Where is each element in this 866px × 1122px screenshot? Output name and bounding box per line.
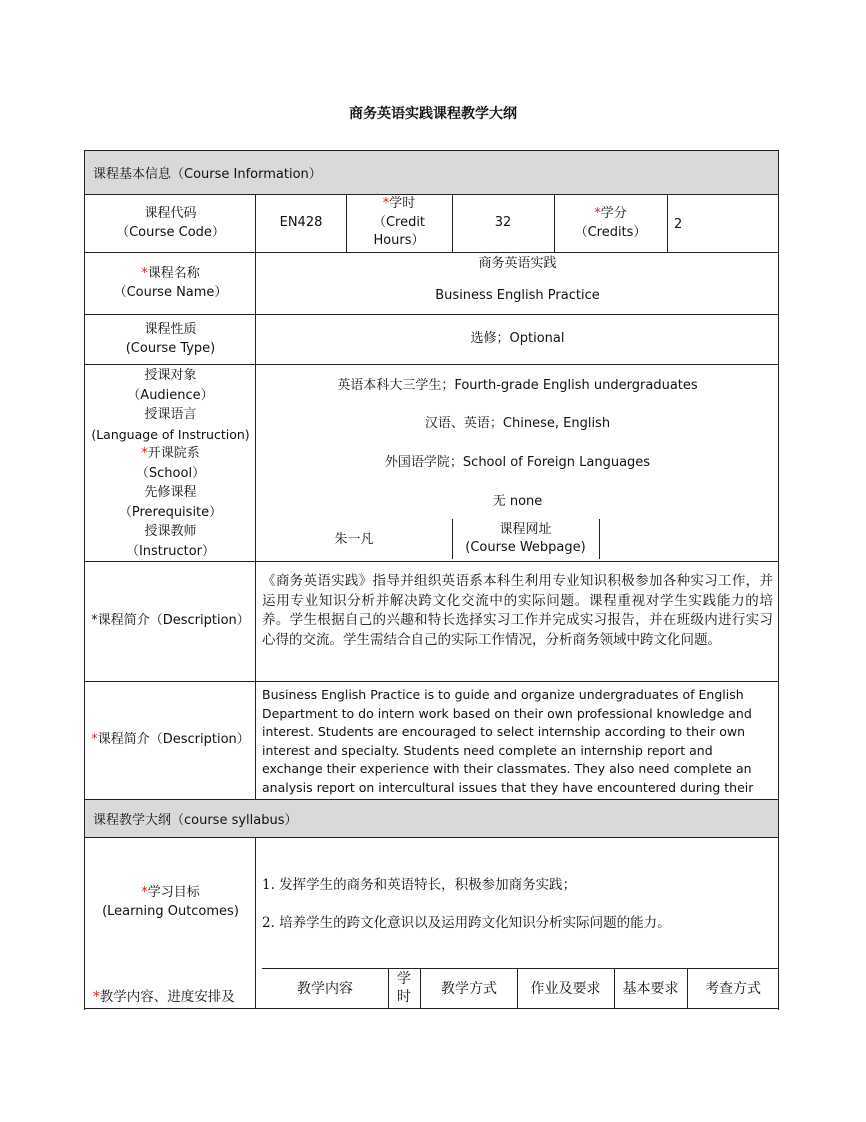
required-star: *	[91, 613, 98, 629]
schedule-header-method: 教学方式	[441, 981, 497, 997]
language-label-en: (Language of Instruction)	[91, 426, 250, 442]
learning-outcome-item: 1. 发挥学生的商务和英语特长，积极参加商务实践；	[262, 877, 577, 893]
course-code-label-zh: 课程代码	[144, 205, 197, 221]
course-webpage-label-en: (Course Webpage)	[465, 540, 586, 555]
school-label-en: （School）	[135, 465, 206, 481]
required-star: *	[91, 732, 98, 748]
info-labels	[85, 366, 256, 561]
schedule-header-assessment: 考查方式	[705, 981, 761, 997]
credits-value: 2	[674, 217, 683, 232]
required-star: *	[141, 884, 148, 900]
required-star: *	[141, 446, 148, 461]
prerequisite-label-en: （Prerequisite）	[118, 504, 223, 520]
credit-hours-label-en2: Hours）	[373, 233, 425, 249]
credit-hours-value: 32	[494, 215, 512, 231]
description-en-label	[85, 681, 256, 799]
description-en-label-text: 课程简介（Description）	[97, 732, 250, 748]
learning-outcomes-label-zh: 学习目标	[147, 884, 200, 900]
description-en-text: Business English Practice is to guide and organize undergraduates of English Department to do intern work based on their own professional knowledge and interest. Students are encouraged to select internship according to their own interest and specialty. Students need complete an internship report and exchange their experience with their classmates. They also need complete an analysis report on intercultural issues that they have encountered during their	[262, 687, 754, 795]
audience-label-en: （Audience）	[127, 387, 214, 403]
credits-label	[554, 194, 667, 252]
section-course-info: 课程基本信息（Course Information）	[85, 151, 779, 194]
learning-outcome-item: 2. 培养学生的跨文化意识以及运用跨文化知识分析实际问题的能力。	[262, 915, 671, 931]
course-name-label-en: （Course Name）	[113, 285, 228, 300]
description-zh-label-text: 课程简介（Description）	[97, 613, 250, 629]
description-zh-text: 《商务英语实践》指导并组织英语系本科生利用专业知识积极参加各种实习工作，并运用专业知识分析并解决跨文化交流中的实际问题。课程重视对学生实践能力的培养。学生根据自己的兴趣和特长选择实习工作并完成实习报告，并在班级内进行实习心得的交流。学生需结合自己的实际工作情况，分析商务领域中跨文化问题。	[262, 573, 773, 648]
course-type-label-zh: 课程性质	[144, 321, 197, 337]
language-value: 汉语、英语；Chinese, English	[424, 416, 611, 431]
audience-value: 英语本科大三学生；Fourth-grade English undergraduates	[337, 378, 698, 393]
instructor-label-en: （Instructor）	[125, 543, 216, 559]
course-webpage-label	[452, 519, 599, 559]
learning-outcomes-label-en: (Learning Outcomes)	[102, 904, 239, 919]
course-webpage-label-zh: 课程网址	[499, 521, 552, 537]
schedule-header-hours: 学时	[397, 970, 411, 1005]
language-label-zh: 授课语言	[144, 407, 197, 422]
audience-label-zh: 授课对象	[144, 368, 197, 383]
prerequisite-value: 无 none	[492, 494, 543, 509]
learning-outcomes-label	[85, 837, 256, 967]
page-title: 商务英语实践课程教学大纲	[349, 106, 517, 122]
required-star: *	[594, 205, 601, 221]
course-name-zh: 商务英语实践	[478, 256, 557, 271]
course-code-value: EN428	[279, 215, 323, 231]
course-code-label-en: （Course Code）	[116, 225, 225, 240]
credits-label-zh: 学分	[600, 205, 627, 221]
credit-hours-label-zh: 学时	[389, 195, 416, 211]
course-type-value: 选修；Optional	[470, 331, 565, 347]
schedule-label	[93, 987, 235, 1007]
schedule-label-text: 教学内容、进度安排及	[99, 989, 235, 1005]
schedule-header-content: 教学内容	[297, 981, 353, 997]
course-name-label	[85, 252, 256, 314]
credit-hours-label-en1: （Credit	[372, 214, 426, 230]
course-type-label-en: (Course Type)	[125, 341, 216, 356]
course-name-label-zh: 课程名称	[147, 265, 200, 281]
instructor-label-zh: 授课教师	[144, 524, 197, 539]
school-label-zh: 开课院系	[147, 446, 200, 461]
schedule-header-requirements: 基本要求	[622, 981, 679, 997]
prerequisite-label-zh: 先修课程	[144, 485, 197, 500]
schedule-header-homework: 作业及要求	[530, 981, 601, 997]
required-star: *	[93, 989, 100, 1005]
description-zh-label	[85, 561, 256, 681]
course-type-label	[85, 314, 256, 364]
section-course-syllabus: 课程教学大纲（course syllabus）	[85, 799, 779, 837]
credits-label-en: （Credits）	[574, 225, 647, 240]
credit-hours-label	[346, 194, 452, 252]
required-star: *	[141, 265, 148, 281]
course-code-label	[85, 194, 256, 252]
school-value: 外国语学院；School of Foreign Languages	[384, 455, 651, 470]
instructor-value: 朱一凡	[334, 531, 374, 547]
required-star: *	[382, 195, 390, 211]
course-name-en: Business English Practice	[435, 288, 600, 303]
